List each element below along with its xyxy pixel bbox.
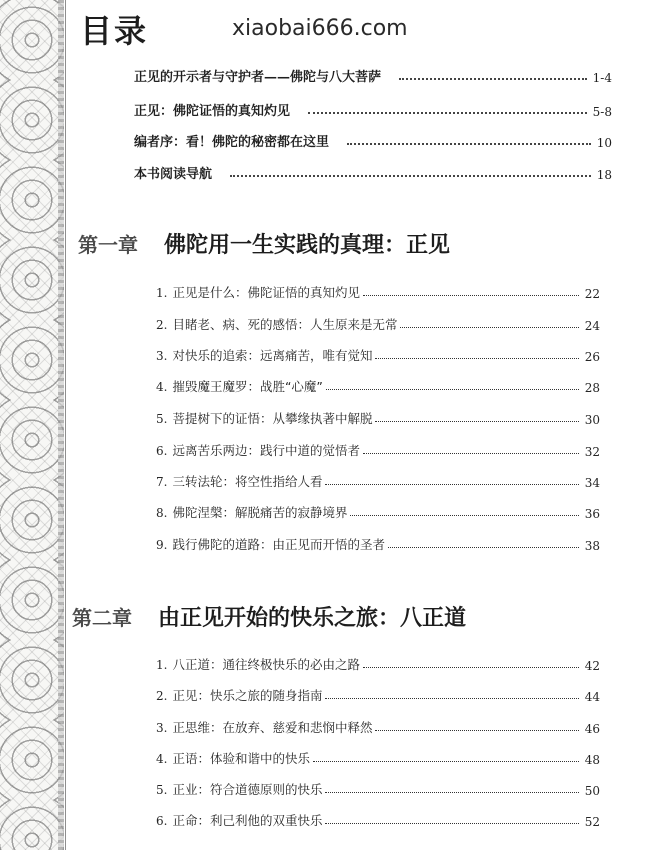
chapter-heading[interactable] bbox=[72, 601, 466, 632]
toc-entry[interactable] bbox=[134, 100, 612, 119]
dot-leader bbox=[375, 358, 578, 359]
toc-item[interactable] bbox=[156, 749, 600, 767]
watermark-text: xiaobai666.com bbox=[232, 16, 408, 41]
item-page: 42 bbox=[584, 659, 600, 673]
dot-leader bbox=[375, 730, 578, 731]
dot-leader bbox=[399, 78, 587, 80]
item-page: 30 bbox=[584, 413, 600, 427]
dot-leader bbox=[308, 112, 587, 114]
page-title: 目录 bbox=[80, 12, 149, 50]
dot-leader bbox=[347, 143, 591, 145]
item-label: 正业：符合道德原则的快乐 bbox=[172, 782, 323, 797]
ornamental-border-edge bbox=[58, 0, 64, 850]
toc-item[interactable] bbox=[156, 780, 600, 798]
chapter-heading[interactable] bbox=[78, 228, 450, 259]
item-label: 正见：快乐之旅的随身指南 bbox=[172, 688, 323, 703]
toc-entry-label: 编者序：看！佛陀的秘密都在这里 bbox=[134, 135, 330, 150]
toc-entry-label: 正见的开示者与守护者——佛陀与八大菩萨 bbox=[134, 70, 382, 85]
toc-entry-label: 本书阅读导航 bbox=[134, 167, 213, 182]
item-label: 佛陀涅槃：解脱痛苦的寂静境界 bbox=[172, 505, 348, 520]
chapter-title: 佛陀用一生实践的真理：正见 bbox=[164, 232, 451, 258]
item-page: 52 bbox=[584, 815, 600, 829]
item-number: 2. bbox=[156, 689, 168, 703]
item-label: 八正道：通往终极快乐的必由之路 bbox=[172, 657, 360, 672]
toc-item[interactable] bbox=[156, 535, 600, 553]
toc-entry-page: 1-4 bbox=[592, 71, 612, 85]
item-page: 44 bbox=[584, 690, 600, 704]
item-number: 1. bbox=[156, 658, 168, 672]
item-label: 远离苦乐两边：践行中道的觉悟者 bbox=[172, 443, 360, 458]
toc-entry-page: 5-8 bbox=[592, 105, 612, 119]
item-label: 正见是什么：佛陀证悟的真知灼见 bbox=[172, 285, 360, 300]
item-page: 48 bbox=[584, 753, 600, 767]
toc-item[interactable] bbox=[156, 503, 600, 521]
dot-leader bbox=[313, 761, 579, 762]
item-number: 3. bbox=[156, 721, 168, 735]
dot-leader bbox=[326, 389, 579, 390]
item-page: 50 bbox=[584, 784, 600, 798]
toc-item[interactable] bbox=[156, 811, 600, 829]
chapter-title: 由正见开始的快乐之旅：八正道 bbox=[158, 605, 467, 631]
dot-leader bbox=[400, 327, 578, 328]
dot-leader bbox=[325, 484, 578, 485]
item-label: 三转法轮：将空性指给人看 bbox=[172, 474, 323, 489]
toc-item[interactable] bbox=[156, 409, 600, 427]
item-page: 32 bbox=[584, 445, 600, 459]
item-number: 7. bbox=[156, 475, 168, 489]
item-number: 4. bbox=[156, 752, 168, 766]
item-number: 1. bbox=[156, 286, 168, 300]
item-label: 践行佛陀的道路：由正见而开悟的圣者 bbox=[172, 537, 385, 552]
item-number: 5. bbox=[156, 783, 168, 797]
dot-leader bbox=[363, 453, 579, 454]
item-page: 38 bbox=[584, 539, 600, 553]
item-label: 摧毁魔王魔罗：战胜“心魔” bbox=[172, 379, 323, 394]
chapter-number: 第二章 bbox=[72, 606, 132, 630]
toc-entry[interactable] bbox=[134, 163, 612, 182]
item-number: 5. bbox=[156, 412, 168, 426]
item-page: 46 bbox=[584, 722, 600, 736]
item-number: 9. bbox=[156, 538, 168, 552]
item-label: 正思维：在放弃、慈爱和悲悯中释然 bbox=[172, 720, 373, 735]
item-number: 4. bbox=[156, 380, 168, 394]
dot-leader bbox=[325, 792, 578, 793]
dot-leader bbox=[363, 295, 579, 296]
toc-item[interactable] bbox=[156, 718, 600, 736]
toc-item[interactable] bbox=[156, 472, 600, 490]
item-page: 28 bbox=[584, 381, 600, 395]
toc-item[interactable] bbox=[156, 655, 600, 673]
toc-entry[interactable] bbox=[134, 66, 612, 85]
dot-leader bbox=[325, 698, 578, 699]
chapter-number: 第一章 bbox=[78, 233, 138, 257]
dot-leader bbox=[388, 547, 579, 548]
border-divider-line bbox=[65, 0, 66, 850]
ornamental-border bbox=[0, 0, 64, 850]
toc-item[interactable] bbox=[156, 377, 600, 395]
toc-item[interactable] bbox=[156, 346, 600, 364]
item-label: 正语：体验和谐中的快乐 bbox=[172, 751, 310, 766]
item-number: 3. bbox=[156, 349, 168, 363]
toc-item[interactable] bbox=[156, 686, 600, 704]
toc-entry-page: 18 bbox=[596, 168, 612, 182]
item-number: 8. bbox=[156, 506, 168, 520]
item-number: 6. bbox=[156, 444, 168, 458]
dot-leader bbox=[350, 515, 578, 516]
item-number: 2. bbox=[156, 318, 168, 332]
toc-entry-label: 正见：佛陀证悟的真知灼见 bbox=[134, 104, 291, 119]
item-page: 36 bbox=[584, 507, 600, 521]
toc-entry[interactable] bbox=[134, 131, 612, 150]
toc-item[interactable] bbox=[156, 283, 600, 301]
toc-entry-page: 10 bbox=[596, 136, 612, 150]
toc-item[interactable] bbox=[156, 441, 600, 459]
dot-leader bbox=[230, 175, 591, 177]
item-page: 26 bbox=[584, 350, 600, 364]
item-label: 目睹老、病、死的感悟：人生原来是无常 bbox=[172, 317, 398, 332]
item-label: 对快乐的追索：远离痛苦，唯有觉知 bbox=[172, 348, 373, 363]
item-page: 24 bbox=[584, 319, 600, 333]
dot-leader bbox=[375, 421, 578, 422]
item-page: 22 bbox=[584, 287, 600, 301]
toc-item[interactable] bbox=[156, 315, 600, 333]
dot-leader bbox=[363, 667, 579, 668]
dot-leader bbox=[325, 823, 578, 824]
item-label: 正命：利己利他的双重快乐 bbox=[172, 813, 323, 828]
item-number: 6. bbox=[156, 814, 168, 828]
item-page: 34 bbox=[584, 476, 600, 490]
item-label: 菩提树下的证悟：从攀缘执著中解脱 bbox=[172, 411, 373, 426]
